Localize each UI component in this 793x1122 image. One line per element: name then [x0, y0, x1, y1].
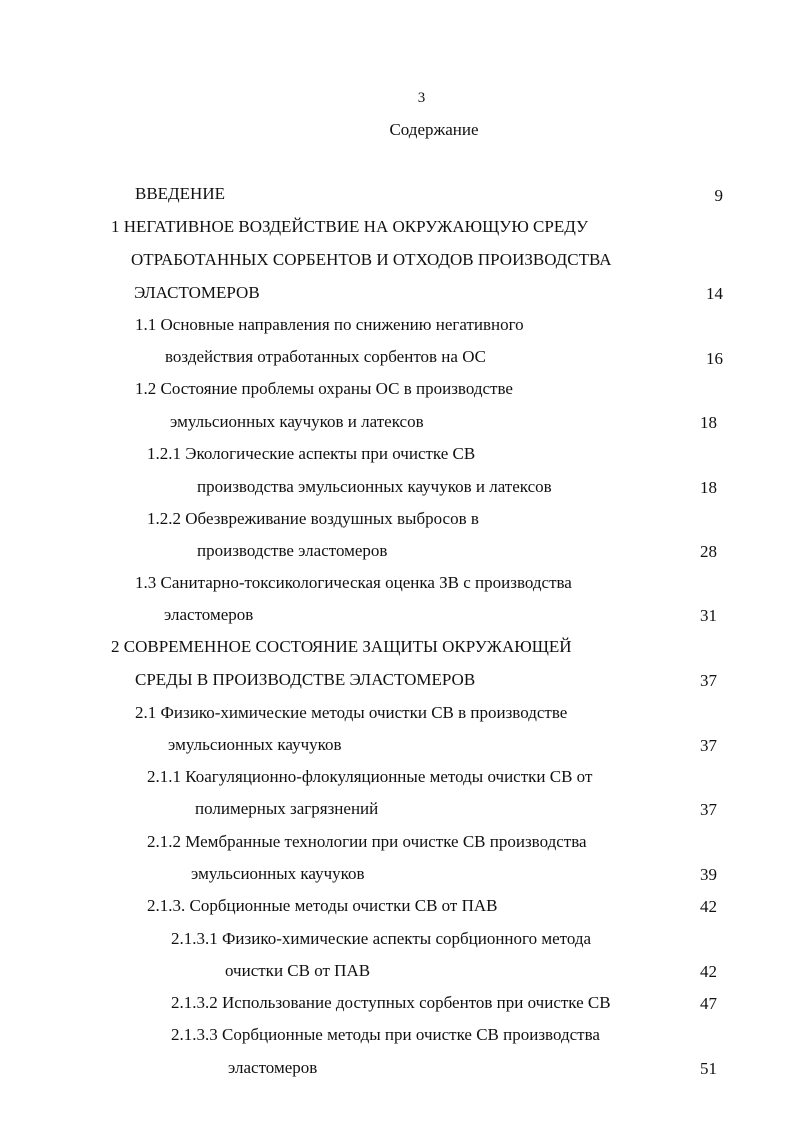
toc-entry-section-2-1-3: 2.1.3. Сорбционные методы очистки СВ от ПАВ [147, 896, 498, 915]
toc-page-number: 18 [700, 478, 717, 497]
toc-page-number: 28 [700, 542, 717, 561]
toc-entry-section-1-1: 1.1 Основные направления по снижению негативного [135, 315, 524, 334]
toc-entry-section-1-2: 1.2 Состояние проблемы охраны ОС в производстве [135, 379, 513, 398]
toc-entry-section-1-2-cont: эмульсионных каучуков и латексов [170, 412, 424, 431]
page-number: 3 [417, 90, 426, 106]
toc-entry-section-2-1-3-3: 2.1.3.3 Сорбционные методы при очистке СВ производства [171, 1025, 600, 1044]
toc-page-number: 37 [700, 671, 717, 690]
toc-entry-section-1-3-cont: эластомеров [164, 605, 254, 624]
toc-page-number: 14 [706, 284, 723, 303]
toc-entry-section-1-3: 1.3 Санитарно-токсикологическая оценка ЗВ с производства [135, 573, 572, 592]
toc-entry-section-1-2-2: 1.2.2 Обезвреживание воздушных выбросов в [147, 509, 479, 528]
toc-entry-section-2-1-3-3-cont: эластомеров [228, 1058, 318, 1077]
toc-entry-section-1-1-cont: воздействия отработанных сорбентов на ОС [165, 347, 487, 366]
toc-entry-chapter-1-cont: ОТРАБОТАННЫХ СОРБЕНТОВ И ОТХОДОВ ПРОИЗВОДСТВА [131, 250, 612, 269]
toc-entry-chapter-2-cont: СРЕДЫ В ПРОИЗВОДСТВЕ ЭЛАСТОМЕРОВ [135, 670, 476, 689]
toc-entry-section-2-1-1-cont: полимерных загрязнений [195, 799, 379, 818]
toc-entry-section-1-2-2-cont: производстве эластомеров [197, 541, 388, 560]
toc-page-number: 16 [706, 349, 723, 368]
toc-page-number: 42 [700, 962, 717, 981]
page-title: Содержание [389, 120, 479, 139]
toc-page-number: 47 [700, 994, 717, 1013]
toc-entry-chapter-1-cont: ЭЛАСТОМЕРОВ [134, 283, 260, 302]
toc-entry-section-2-1: 2.1 Физико-химические методы очистки СВ в производстве [135, 703, 568, 722]
toc-entry-section-2-1-cont: эмульсионных каучуков [168, 735, 342, 754]
toc-entry-section-2-1-3-1-cont: очистки СВ от ПАВ [225, 961, 371, 980]
toc-entry-section-1-2-1-cont: производства эмульсионных каучуков и латексов [197, 477, 552, 496]
toc-page-number: 9 [714, 186, 723, 205]
toc-entry-section-2-1-2: 2.1.2 Мембранные технологии при очистке СВ производства [147, 832, 587, 851]
toc-page-number: 51 [700, 1059, 717, 1078]
toc-entry-section-2-1-2-cont: эмульсионных каучуков [191, 864, 365, 883]
toc-entry-section-2-1-3-1: 2.1.3.1 Физико-химические аспекты сорбционного метода [171, 929, 592, 948]
toc-page-number: 39 [700, 865, 717, 884]
toc-page-number: 37 [700, 800, 717, 819]
toc-entry-section-2-1-3-2: 2.1.3.2 Использование доступных сорбентов при очистке СВ [171, 993, 611, 1012]
toc-entry-chapter-2: 2 СОВРЕМЕННОЕ СОСТОЯНИЕ ЗАЩИТЫ ОКРУЖАЮЩЕЙ [111, 637, 572, 656]
toc-page-number: 31 [700, 606, 717, 625]
toc-entry-section-2-1-1: 2.1.1 Коагуляционно-флокуляционные методы очистки СВ от [147, 767, 593, 786]
toc-page-number: 42 [700, 897, 717, 916]
toc-entry-section-1-2-1: 1.2.1 Экологические аспекты при очистке СВ [147, 444, 476, 463]
toc-entry-chapter-1: 1 НЕГАТИВНОЕ ВОЗДЕЙСТВИЕ НА ОКРУЖАЮЩУЮ СРЕДУ [111, 217, 589, 236]
toc-page-number: 37 [700, 736, 717, 755]
toc-page-number: 18 [700, 413, 717, 432]
toc-entry-introduction: ВВЕДЕНИЕ [135, 184, 225, 203]
